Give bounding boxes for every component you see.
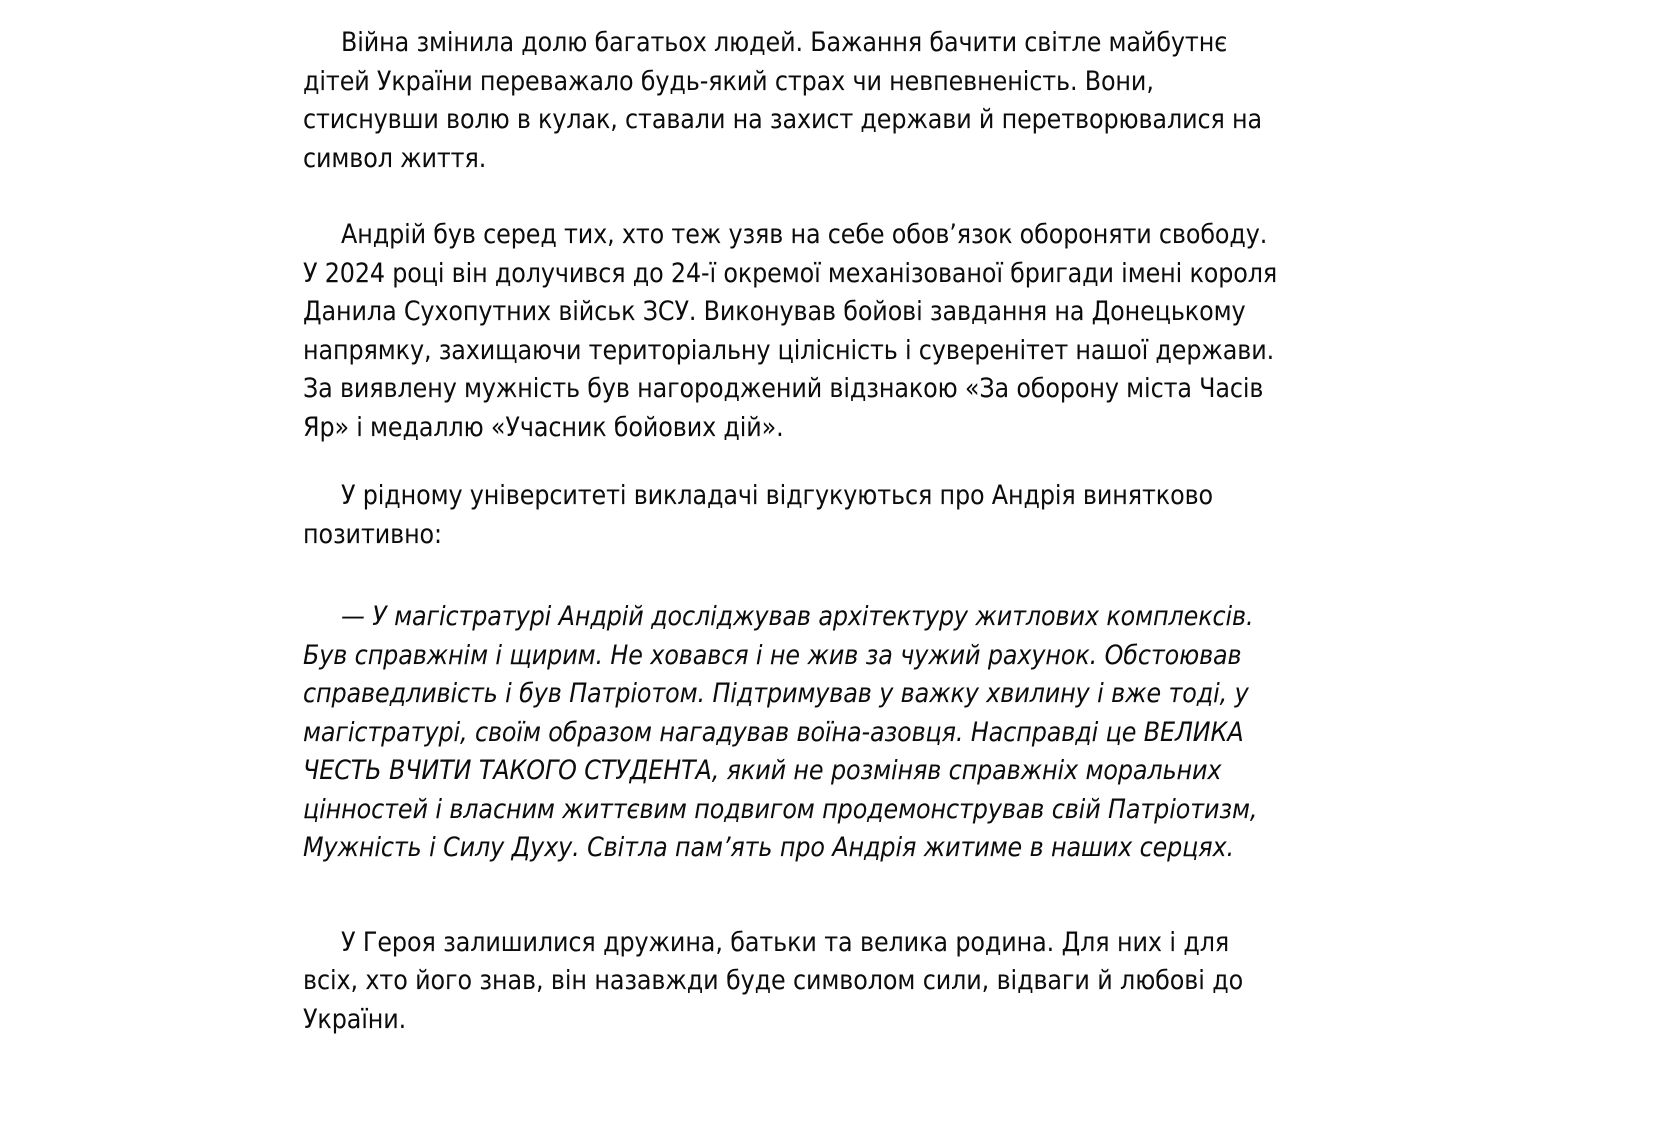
paragraph-closing: У Героя залишилися дружина, батьки та велика родина. Для них і для всіх, хто його знав, він назавжди буде символом сили, відваги й любові до України. [303, 926, 1251, 1035]
paragraph-teacher-quote: — У магістратурі Андрій досліджував архітектуру житлових комплексів. Був справжнім і щирим. Не ховався і не жив за чужий рахунок. Обстоював справедливість і був Патріотом. Підтримував у важку хвилину і вже тоді, у магістратурі, своїм образом нагадував воїна-азовця. Насправді це ВЕЛИКА ЧЕСТЬ ВЧИТИ ТАКОГО СТУДЕНТА, який не розміняв справжніх моральних цінностей і власним життєвим подвигом продемонстрував свій Патріотизм, Мужність і Силу Духу. Світла пам’ять про Андрія житиме в наших серцях. [303, 601, 1265, 863]
paragraph-intro: Війна змінила долю багатьох людей. Бажання бачити світле майбутнє дітей України переважало будь-який страх чи невпевненість. Вони, стиснувши волю в кулак, ставали на захист держави й перетворювалися на символ життя. [303, 27, 1270, 174]
paragraph-service-record: Андрій був серед тих, хто теж узяв на себе обов’язок обороняти свободу. У 2024 році він долучився до 24-ї окремої механізованої бригади імені короля Данила Сухопутних військ ЗСУ. Виконував бойові завдання на Донецькому напрямку, захищаючи територіальну цілісність і суверенітет нашої держави. За виявлену мужність був нагороджений відзнакою «За оборону міста Часів Яр» і медаллю «Учасник бойових дій». [303, 219, 1285, 443]
text-column [303, 24, 1288, 1039]
paragraph-university-lead-in: У рідному університеті викладачі відгукуються про Андрія винятково позитивно: [303, 480, 1221, 550]
